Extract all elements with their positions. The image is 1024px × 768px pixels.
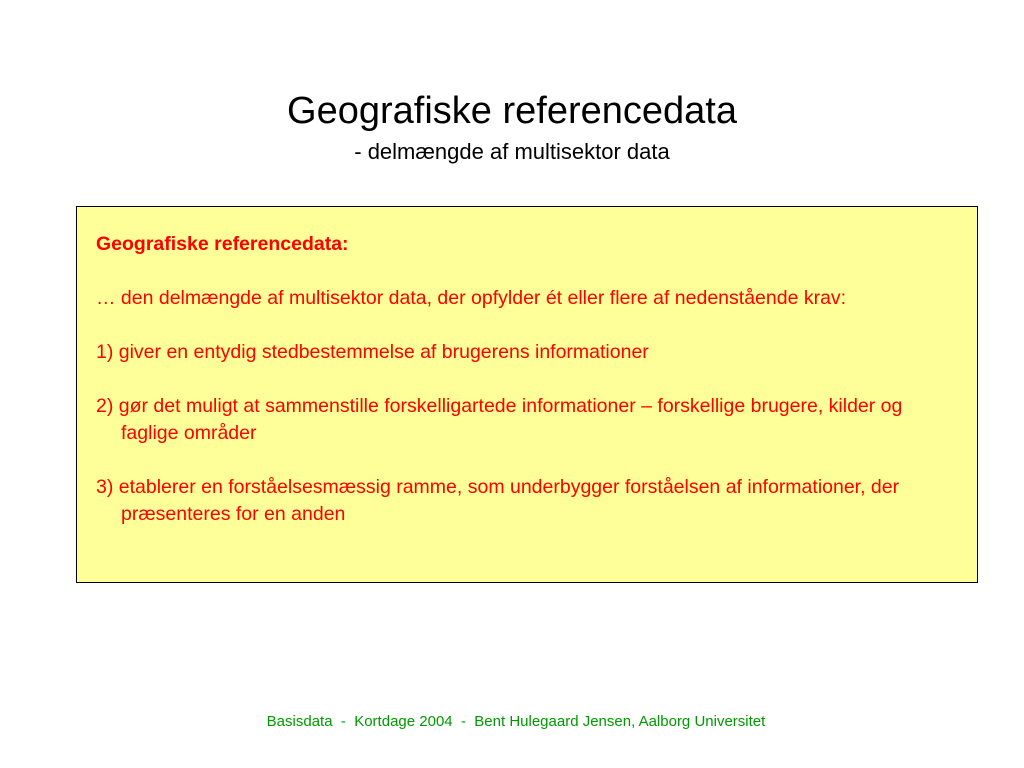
definition-intro: … den delmængde af multisektor data, der opfylder ét eller flere af nedenstående krav:	[96, 287, 847, 309]
slide-footer: Basisdata - Kortdage 2004 - Bent Hulegaard Jensen, Aalborg Universitet	[266, 713, 766, 730]
definition-box	[76, 206, 978, 583]
definition-heading: Geografiske referencedata:	[96, 233, 349, 255]
definition-content	[96, 231, 958, 528]
slide-title: Geografiske referencedata	[287, 90, 737, 132]
requirement-item-1: 1) giver en entydig stedbestemmelse af brugerens informationer	[96, 341, 649, 363]
requirement-item-2: 2) gør det muligt at sammenstille forskelligartede informationer – forskellige brugere, kilder og faglige områder	[96, 395, 903, 444]
requirement-item-3: 3) etablerer en forståelsesmæssig ramme, som underbygger forståelsen af informationer, der præsenteres for en anden	[96, 476, 900, 525]
slide-subtitle: - delmængde af multisektor data	[354, 139, 670, 164]
